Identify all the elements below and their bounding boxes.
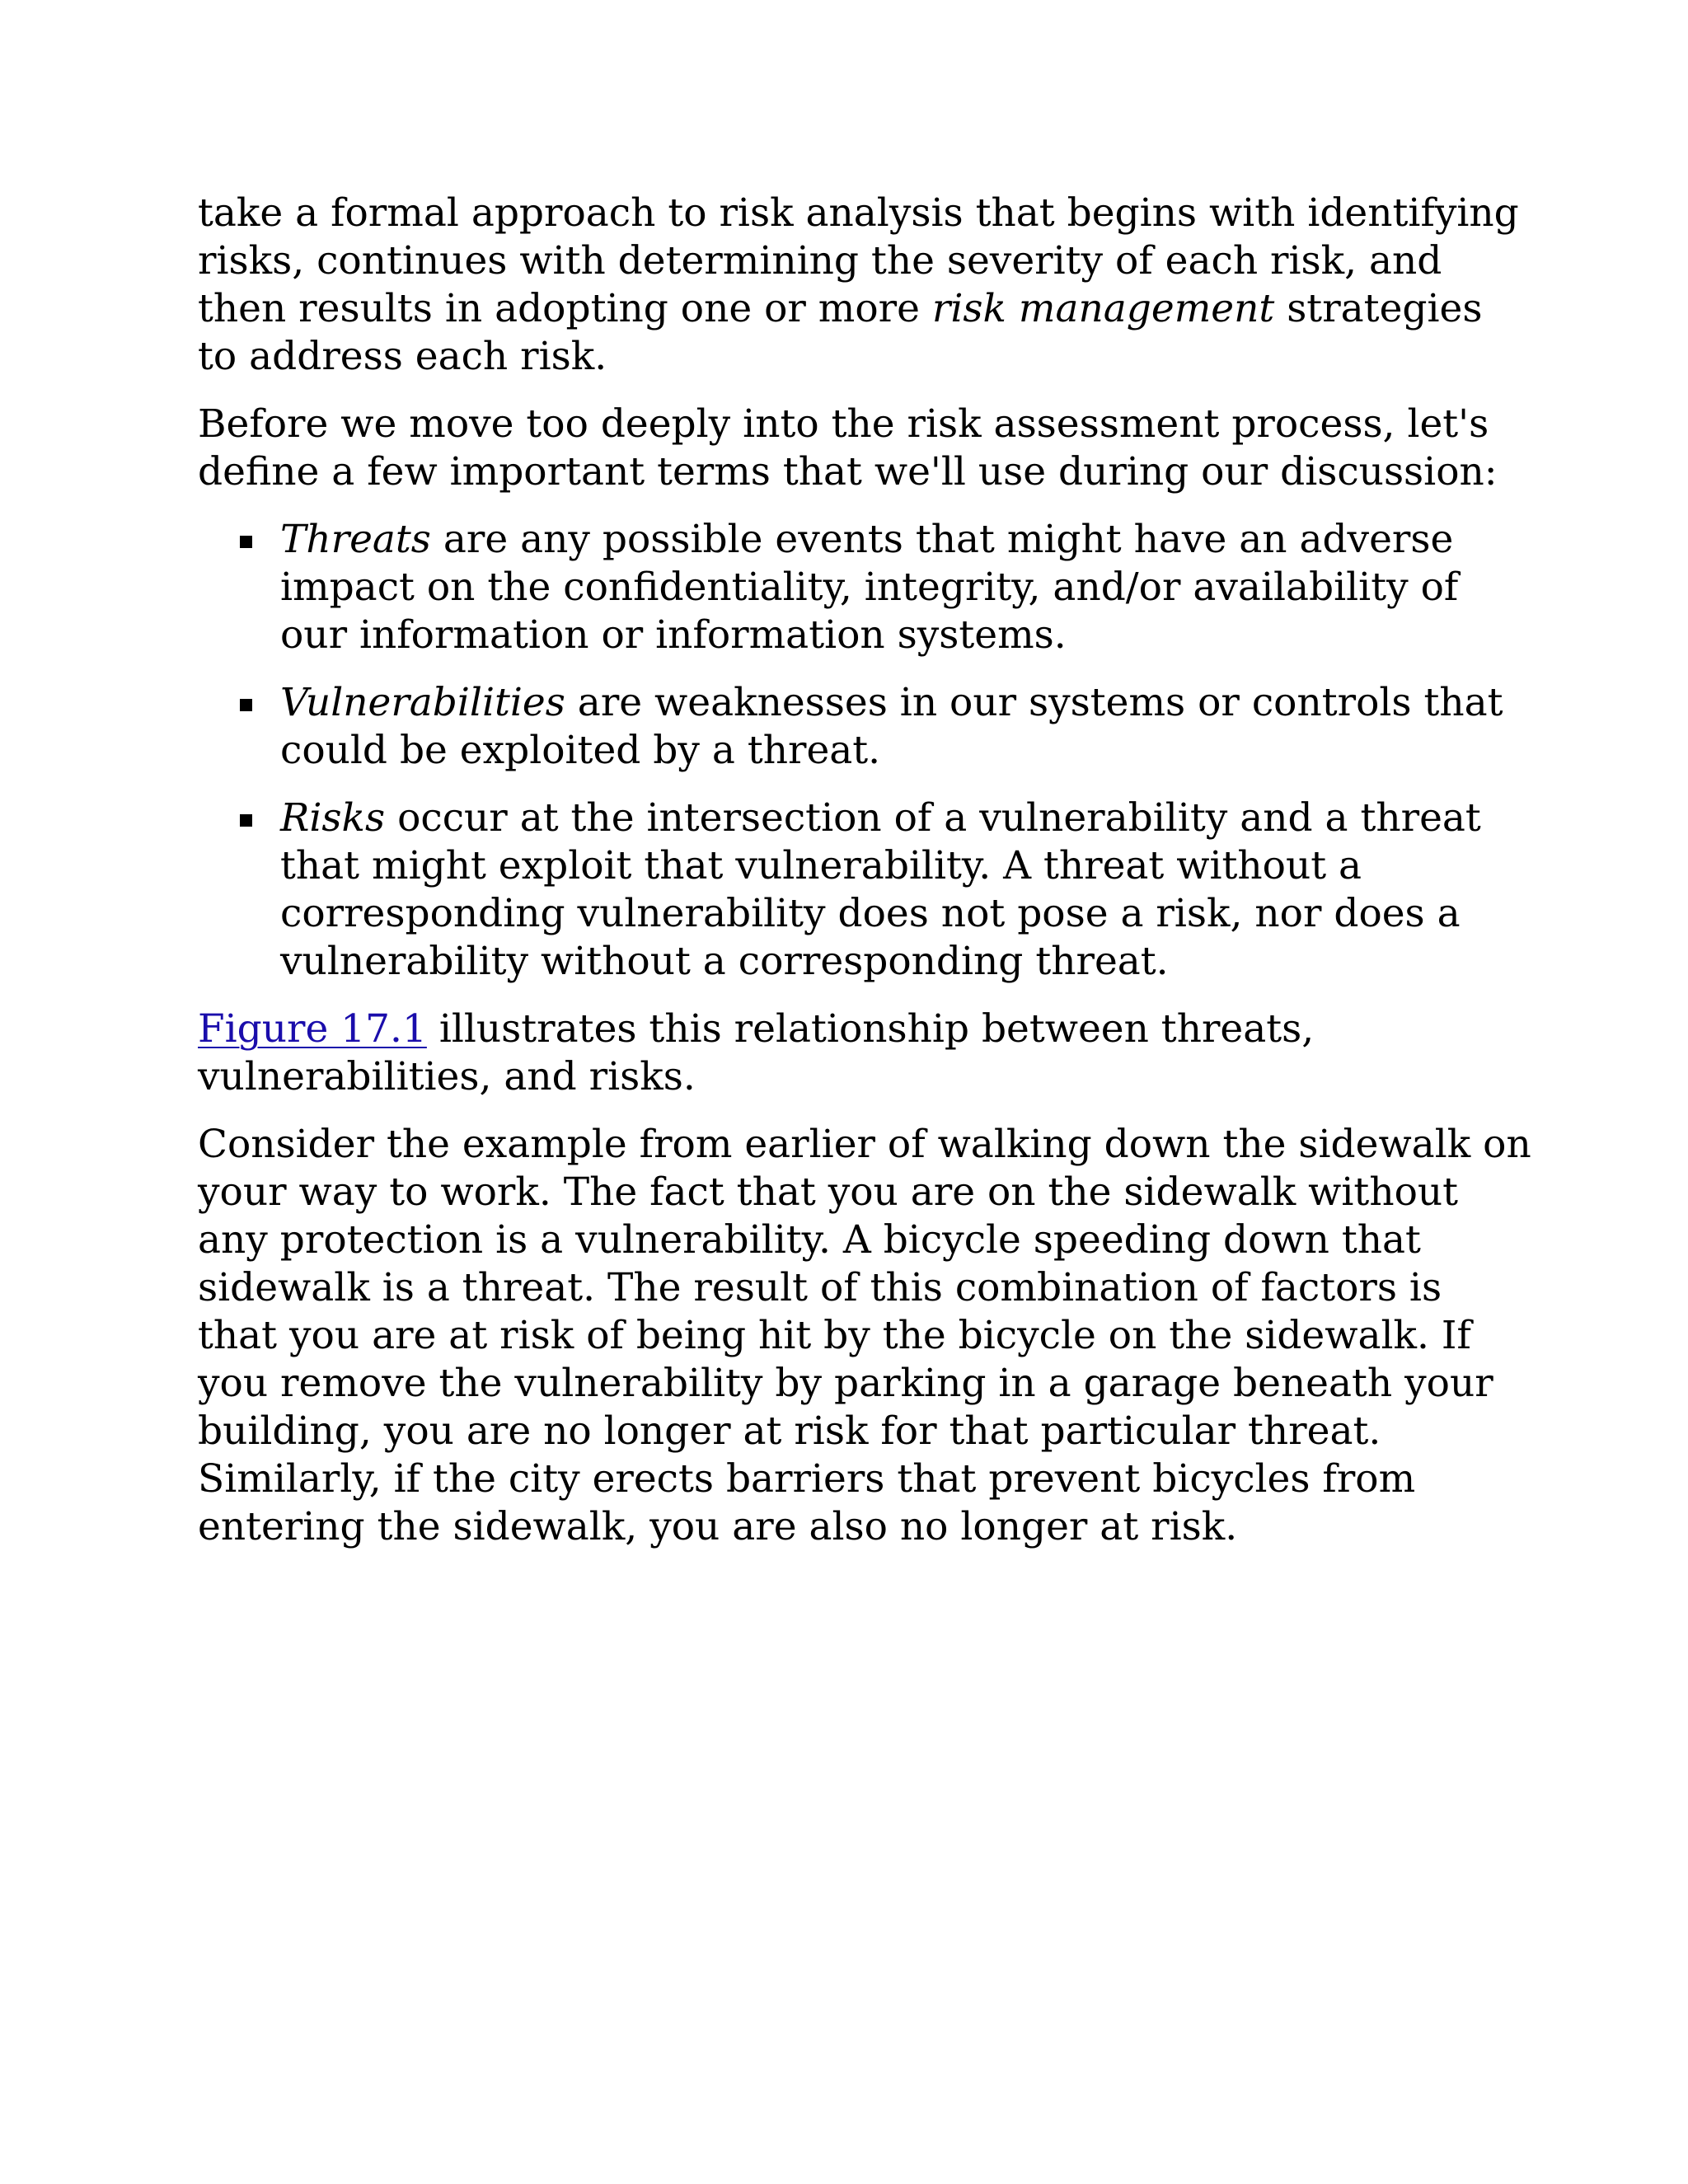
list-item-threats [198, 516, 1533, 659]
term-risks-definition: occur at the intersection of a vulnerability and a threat that might exploit that vulnerability. A threat without a corresponding vulnerability does not pose a risk, nor does a vulnerability without a corresponding threat. [280, 795, 1481, 984]
term-vulnerabilities-definition: are weaknesses in our systems or controls that could be exploited by a threat. [280, 680, 1503, 773]
square-bullet-icon [240, 814, 252, 827]
document-page [198, 190, 1533, 1571]
intro-paragraph [198, 190, 1533, 381]
term-risks: Risks [280, 795, 386, 841]
intro-text-start: take a formal approach to risk analysis that begins with identifying risks, continues with determining the severity of each risk, and then results in adopting one or more [198, 190, 1519, 331]
list-item-risks [198, 794, 1533, 986]
term-threats-definition: are any possible events that might have an adverse impact on the confidentiality, integrity, and/or availability of our information or information systems. [280, 517, 1459, 658]
figure-reference-text: illustrates this relationship between threats, vulnerabilities, and risks. [198, 1006, 1315, 1099]
figure-17-1-link[interactable]: Figure 17.1 [198, 1006, 427, 1052]
square-bullet-icon [240, 699, 252, 711]
intro-text-end: strategies to address each risk. [198, 286, 1483, 379]
square-bullet-icon [240, 536, 252, 548]
terms-list [198, 516, 1533, 986]
term-vulnerabilities: Vulnerabilities [280, 680, 565, 725]
terms-intro-paragraph: Before we move too deeply into the risk assessment process, let's define a few important terms that we'll use during our discussion: [198, 401, 1498, 494]
risk-management-term: risk management [931, 286, 1275, 331]
sidewalk-example-paragraph: Consider the example from earlier of walking down the sidewalk on your way to work. The fact that you are on the sidewalk without any protection is a vulnerability. A bicycle speeding down that sidewalk is a threat. The result of this combination of factors is that you are at risk of being hit by the bicycle on the sidewalk. If you remove the vulnerability by parking in a garage beneath your building, you are no longer at risk for that particular threat. Similarly, if the city erects barriers that prevent bicycles from entering the sidewalk, you are also no longer at risk. [198, 1122, 1531, 1549]
list-item-vulnerabilities [198, 679, 1533, 775]
term-threats: Threats [280, 517, 431, 562]
figure-reference-paragraph [198, 1005, 1533, 1101]
